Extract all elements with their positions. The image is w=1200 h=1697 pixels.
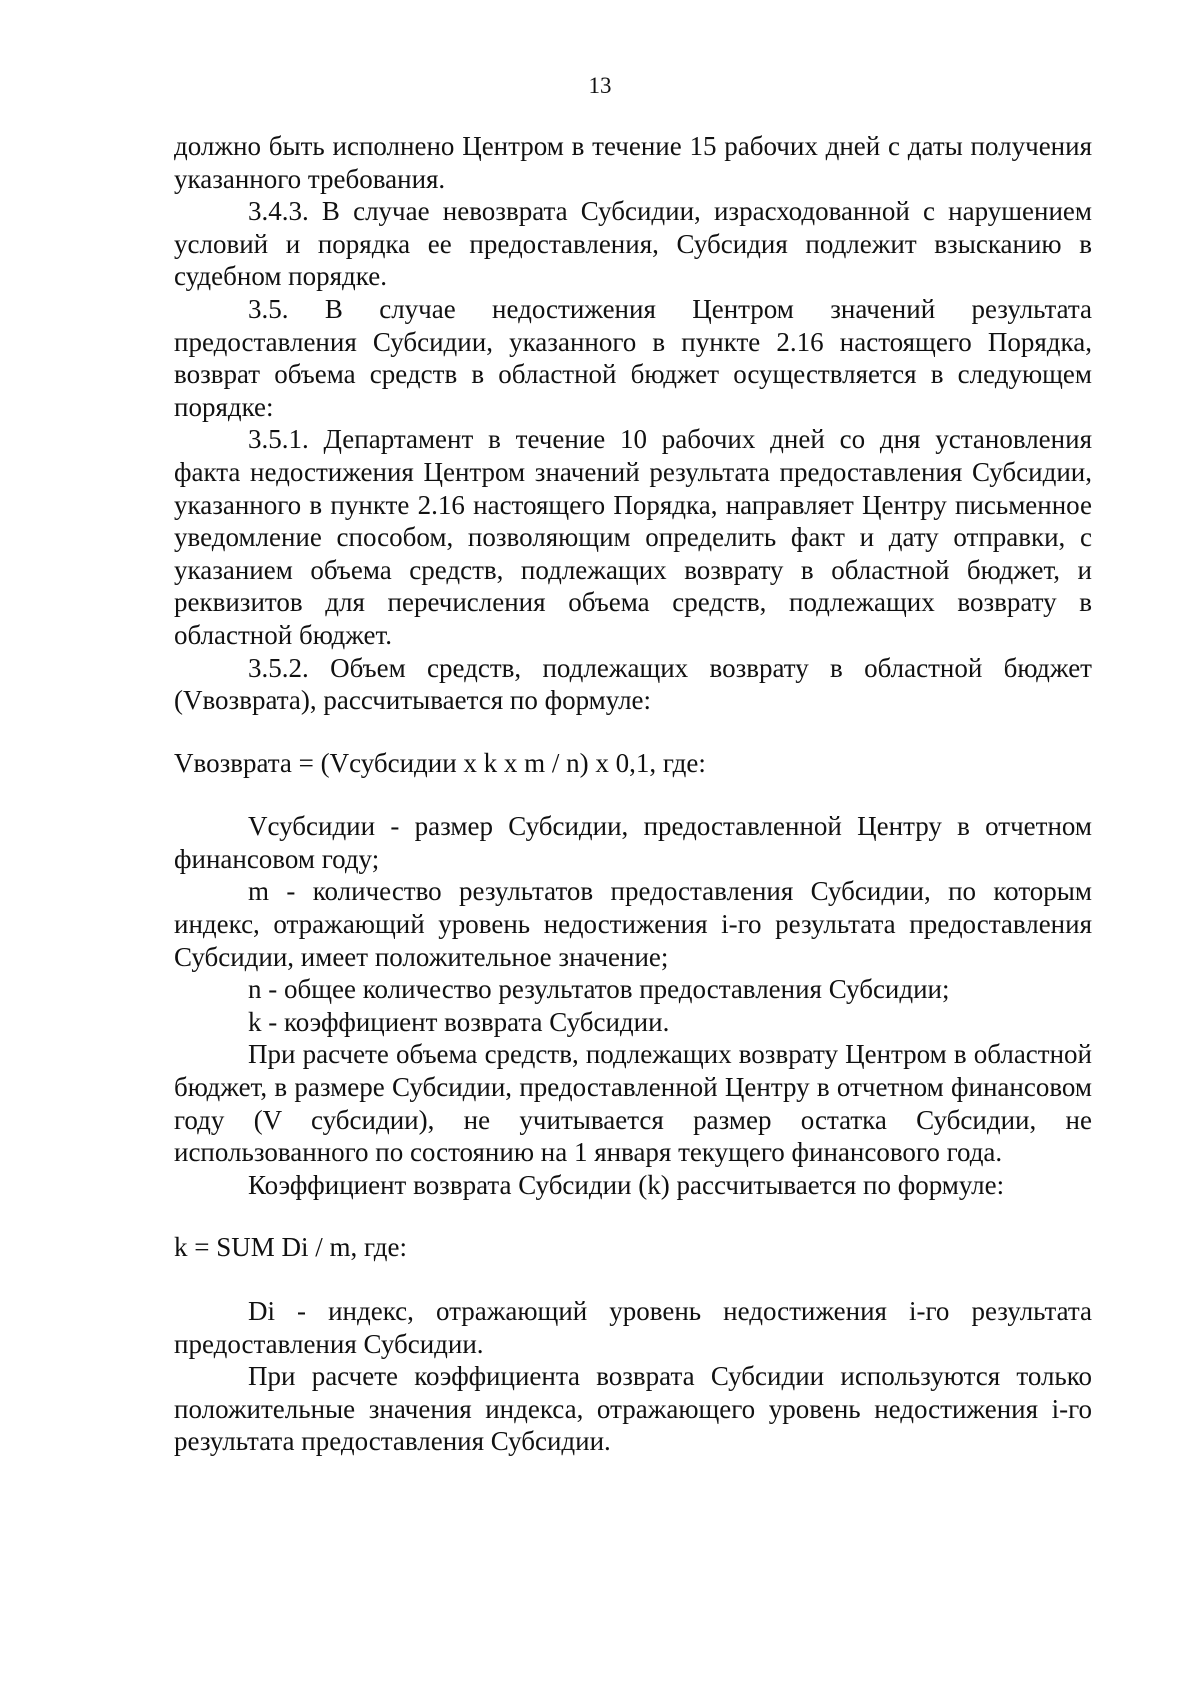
paragraph-coefficient-intro: Коэффициент возврата Субсидии (k) рассчитывается по формуле: bbox=[248, 1169, 1005, 1200]
definition-di: Di - индекс, отражающий уровень недостижения i-го результата предоставления Субсидии. bbox=[174, 1296, 1092, 1359]
paragraph-3-5-2: 3.5.2. Объем средств, подлежащих возврату в областной бюджет (Vвозврата), рассчитывается по формуле: bbox=[174, 652, 1092, 716]
paragraph-calculation-note: При расчете объема средств, подлежащих возврату Центром в областной бюджет, в размере Субсидии, предоставленной Центру в отчетном финансовом году (V субсидии), не учитывается размер остатка Субсидии, не использованного по состоянию на 1 января текущего финансового года. bbox=[174, 1039, 1092, 1168]
definition-m: m - количество результатов предоставления Субсидии, по которым индекс, отражающий уровень недостижения i-го результата предоставления Субсидии, имеет положительное значение; bbox=[174, 876, 1092, 972]
paragraph-3-5-1: 3.5.1. Департамент в течение 10 рабочих дней со дня установления факта недостижения Центром значений результата предоставления Субсидии, указанного в пункте 2.16 настоящего Порядка, направляет Центру письменное уведомление способом, позволяющим определить факт и дату отправки, с указанием объема средств, подлежащих возврату в областной бюджет, и реквизитов для перечисления объема средств, подлежащих возврату в областной бюджет. bbox=[174, 424, 1092, 650]
paragraph-positive-values: При расчете коэффициента возврата Субсидии используются только положительные значения индекса, отражающего уровень недостижения i-го результата предоставления Субсидии. bbox=[174, 1361, 1092, 1457]
paragraph-continuation: должно быть исполнено Центром в течение 15 рабочих дней с даты получения указанного требования. bbox=[174, 131, 1092, 194]
definition-v-subsidy: Vсубсидии - размер Субсидии, предоставленной Центру в отчетном финансовом году; bbox=[174, 811, 1092, 874]
definition-k: k - коэффициент возврата Субсидии. bbox=[248, 1006, 670, 1037]
document-body bbox=[174, 130, 1092, 1458]
formula-v-return: Vвозврата = (Vсубсидии x k x m / n) x 0,1, где: bbox=[174, 747, 706, 778]
page-number: 13 bbox=[588, 73, 612, 98]
formula-k: k = SUM Di / m, где: bbox=[174, 1232, 407, 1263]
paragraph-3-5: 3.5. В случае недостижения Центром значений результата предоставления Субсидии, указанного в пункте 2.16 настоящего Порядка, возврат объема средств в областной бюджет осуществляется в следующем порядке: bbox=[174, 293, 1092, 422]
definition-n: n - общее количество результатов предоставления Субсидии; bbox=[248, 974, 950, 1005]
paragraph-3-4-3: 3.4.3. В случае невозврата Субсидии, израсходованной с нарушением условий и порядка ее предоставления, Субсидия подлежит взысканию в судебном порядке. bbox=[174, 196, 1092, 292]
